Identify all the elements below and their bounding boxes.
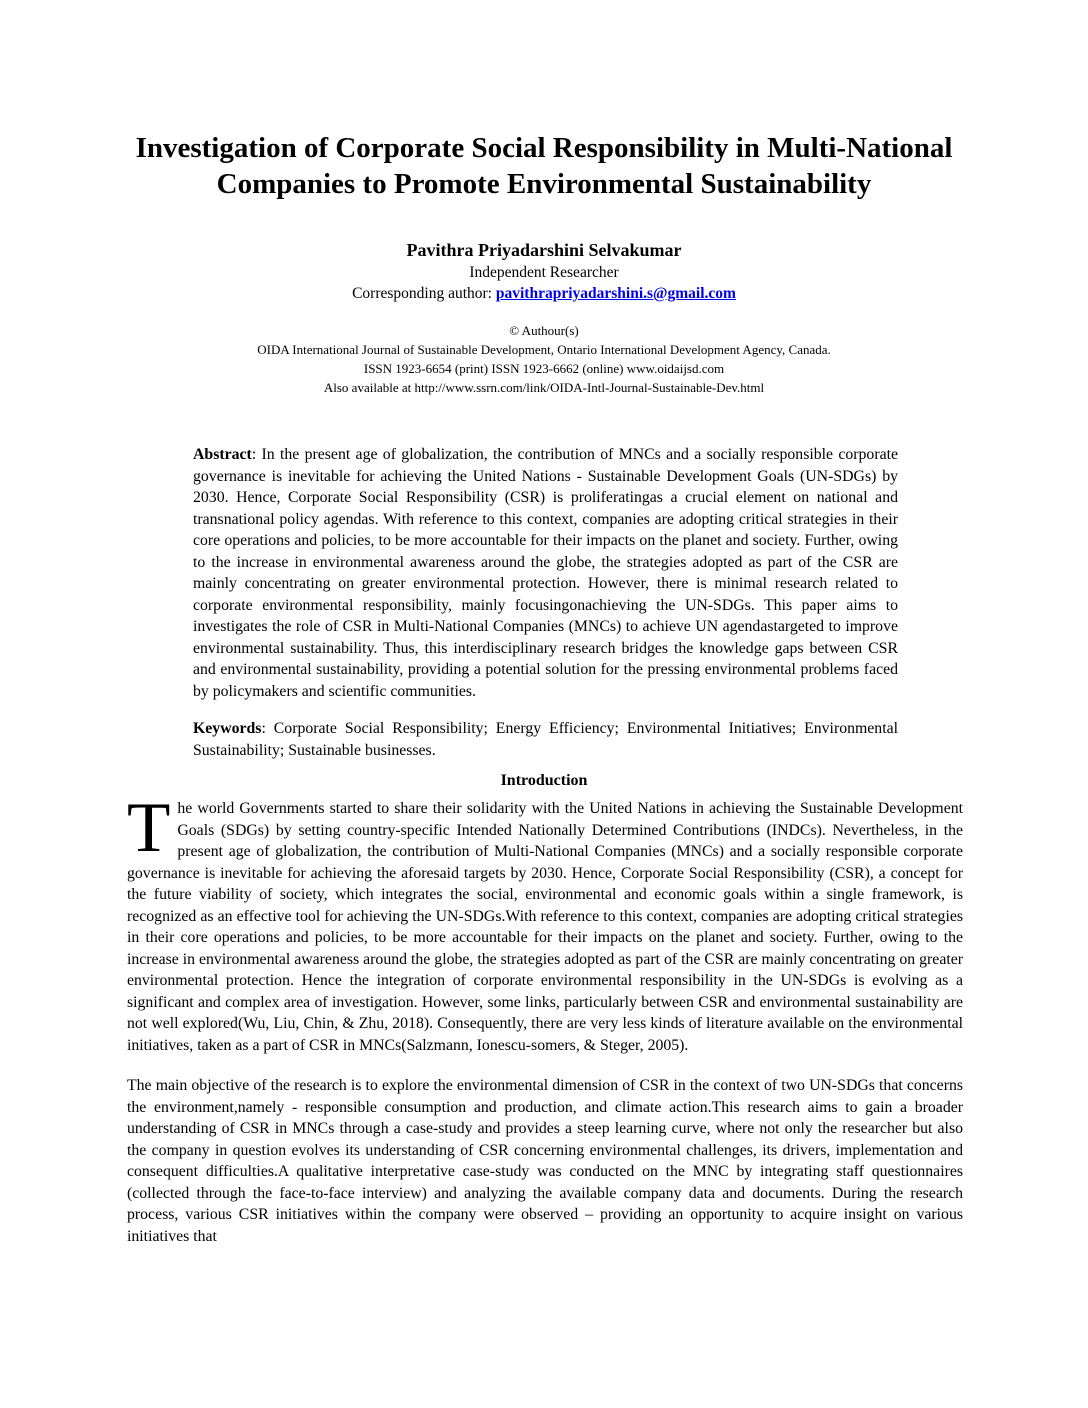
introduction-paragraph-1	[127, 789, 963, 1056]
corresponding-author-label: Corresponding author:	[352, 285, 496, 302]
introduction-paragraph-1-text: he world Governments started to share their solidarity with the United Nations in achieving the Sustainable Development Goals (SDGs) by setting country-specific Intended Nationally Determined Contributions (INDCs). Nevertheless, in the present age of globalization, the contribution of Multi-National Companies (MNCs) and a socially responsible corporate governance is inevitable for achieving the aforesaid targets by 2030. Hence, Corporate Social Responsibility (CSR), a concept for the future viability of society, which integrates the social, environmental and economic goals within a single framework, is recognized as an effective tool for achieving the UN-SDGs.With reference to this context, companies are adopting critical strategies in their core operations and policies, to be more accountable for their impacts on the planet and society. Further, owing to the increase in environmental awareness around the globe, the strategies adopted as part of the CSR are mainly concentrating on greater environmental protection. Hence the integration of corporate environmental responsibility in the UN-SDGs is evolving as a significant and complex area of investigation. However, some links, particularly between CSR and environmental sustainability are not well explored(Wu, Liu, Chin, & Zhu, 2018). Consequently, there are very less kinds of literature available on the environmental initiatives, taken as a part of CSR in MNCs(Salzmann, Ionescu-somers, & Steger, 2005).	[127, 800, 963, 1054]
keywords-label: Keywords	[193, 720, 262, 737]
author-affiliation: Independent Researcher	[469, 264, 619, 281]
author-email-link[interactable]: pavithrapriyadarshini.s@gmail.com	[495, 285, 736, 302]
availability-line: Also available at http://www.ssrn.com/link/OIDA-Intl-Journal-Sustainable-Dev.html	[323, 380, 765, 395]
abstract-label: Abstract	[193, 446, 252, 463]
author-block	[0, 239, 1088, 304]
author-name: Pavithra Priyadarshini Selvakumar	[406, 240, 682, 260]
publisher-block	[0, 321, 1088, 397]
abstract-text: : In the present age of globalization, the contribution of MNCs and a socially responsible corporate governance is inevitable for achieving the United Nations - Sustainable Development Goals (UN-SDGs) by 2030. Hence, Corporate Social Responsibility (CSR) is proliferatingas a crucial element on national and transnational policy agendas. With reference to this context, companies are adopting critical strategies in their core operations and policies, to be more accountable for their impacts on the planet and society. Further, owing to the increase in environmental awareness around the globe, the strategies adopted as part of the CSR are mainly concentrating on greater environmental protection. However, there is minimal research related to corporate environmental responsibility, mainly focusingonachieving the UN-SDGs. This paper aims to investigates the role of CSR in Multi-National Companies (MNCs) to achieve UN agendastargeted to improve environmental sustainability. Thus, this interdisciplinary research bridges the knowledge gaps between CSR and environmental sustainability, providing a potential solution for the pressing environmental problems faced by policymakers and scientific communities.	[193, 446, 898, 700]
abstract-paragraph	[193, 444, 898, 702]
keywords-paragraph	[193, 718, 898, 761]
paper-title: Investigation of Corporate Social Responsibility in Multi-National Companies to Promote Environmental Sustainability	[135, 132, 953, 200]
journal-line: OIDA International Journal of Sustainable Development, Ontario International Development Agency, Canada.	[257, 342, 831, 357]
corresponding-author-line	[0, 283, 1088, 304]
keywords-text: : Corporate Social Responsibility; Energy Efficiency; Environmental Initiatives; Environmental Sustainability; Sustainable businesses.	[193, 720, 898, 759]
copyright-line: © Authour(s)	[509, 323, 579, 338]
section-heading-introduction: Introduction	[500, 772, 588, 789]
drop-cap-letter: T	[127, 789, 171, 867]
introduction-paragraph-2: The main objective of the research is to explore the environmental dimension of CSR in the context of two UN-SDGs that concerns the environment,namely - responsible consumption and production, and climate action.This research aims to gain a broader understanding of CSR in MNCs through a case-study and provides a steep learning curve, where not only the researcher but also the company in question evolves its understanding of CSR concerning environmental challenges, its drivers, implementation and consequent difficulties.A qualitative interpretative case-study was conducted on the MNC by integrating staff questionnaires (collected through the face-to-face interview) and analyzing the available company data and documents. During the research process, various CSR initiatives within the company were observed – providing an opportunity to acquire insight on various initiatives that	[127, 1077, 963, 1245]
issn-line: ISSN 1923-6654 (print) ISSN 1923-6662 (online) www.oidaijsd.com	[363, 361, 725, 376]
